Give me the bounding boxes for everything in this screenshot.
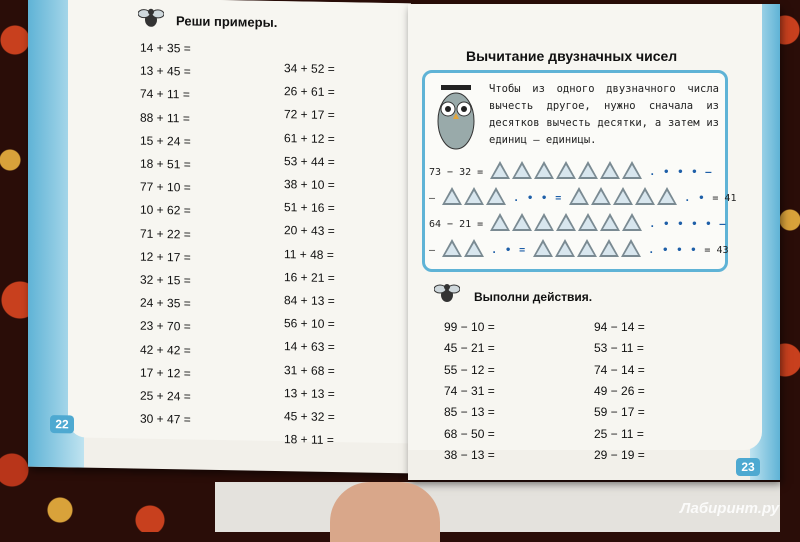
addition-example-11: 32 + 15 = [140, 272, 191, 288]
addition-example-15: 13 + 13 = [284, 385, 335, 401]
addition-example-2: 13 + 45 = [140, 63, 191, 79]
addition-example-2: 26 + 61 = [284, 84, 335, 100]
subtraction-example-6: 25 − 11 = [594, 426, 644, 441]
addition-example-5: 15 + 24 = [140, 133, 191, 149]
subtraction-example-7: 29 − 19 = [594, 447, 645, 462]
addition-example-13: 23 + 70 = [140, 319, 191, 334]
addition-example-7: 51 + 16 = [284, 200, 335, 216]
fly-icon [138, 7, 164, 29]
addition-example-14: 42 + 42 = [140, 342, 191, 358]
addition-example-1: 34 + 52 = [284, 61, 335, 77]
subtraction-example-4: 74 − 31 = [444, 383, 495, 398]
addition-example-9: 71 + 22 = [140, 226, 191, 242]
page-number-left: 22 [50, 415, 74, 433]
addition-example-12: 56 + 10 = [284, 316, 335, 332]
addition-example-15: 17 + 12 = [140, 365, 191, 381]
chain-1-row-1: 73 − 32 = . • • • – [429, 161, 712, 179]
subtraction-example-3: 74 − 14 = [594, 362, 645, 377]
addition-example-4: 88 + 11 = [140, 110, 190, 126]
chain-2-row-1: 64 − 21 = . • • • • – [429, 213, 726, 231]
subtraction-example-5: 85 − 13 = [444, 405, 495, 420]
page-number-right: 23 [736, 458, 760, 476]
addition-example-6: 38 + 10 = [284, 177, 335, 193]
addition-example-8: 20 + 43 = [284, 223, 335, 239]
addition-example-8: 10 + 62 = [140, 203, 191, 218]
addition-example-1: 14 + 35 = [140, 40, 191, 56]
right-page [408, 4, 780, 480]
addition-example-7: 77 + 10 = [140, 179, 191, 195]
rule-text: Чтобы из одного двузначного числа вычесть другое, нужно сначала из десятков вычесть десятки, а затем из единиц — единицы. [489, 83, 719, 146]
subtraction-example-4: 49 − 26 = [594, 383, 645, 398]
page-title: Вычитание двузначных чисел [466, 48, 678, 64]
chain-2-row-2: – . • = . • • • = 43 [429, 239, 729, 257]
addition-example-16: 45 + 32 = [284, 409, 335, 425]
addition-example-17: 18 + 11 = [284, 432, 334, 448]
addition-example-10: 16 + 21 = [284, 269, 335, 285]
chain-2-start: 64 − 21 = [429, 219, 484, 230]
subtraction-example-3: 55 − 12 = [444, 362, 495, 377]
addition-example-17: 30 + 47 = [140, 411, 191, 427]
exercise-heading: Выполни действия. [474, 290, 593, 304]
addition-example-4: 61 + 12 = [284, 130, 335, 146]
addition-example-6: 18 + 51 = [140, 156, 191, 172]
rule-box [422, 70, 737, 272]
subtraction-example-1: 94 − 14 = [594, 320, 645, 334]
chain-2-end: = 43 [704, 245, 729, 256]
addition-example-5: 53 + 44 = [284, 153, 335, 169]
chain-1-start: 73 − 32 = [429, 167, 484, 178]
subtraction-example-2: 53 − 11 = [594, 341, 644, 356]
addition-example-13: 14 + 63 = [284, 339, 335, 355]
addition-example-3: 72 + 17 = [284, 107, 335, 123]
subtraction-example-2: 45 − 21 = [444, 341, 495, 356]
addition-example-11: 84 + 13 = [284, 293, 335, 309]
addition-example-14: 31 + 68 = [284, 362, 335, 378]
hand [330, 482, 440, 542]
watermark: Лабиринт.ру [680, 500, 780, 517]
left-heading: Реши примеры. [176, 13, 278, 31]
addition-example-16: 25 + 24 = [140, 388, 191, 404]
owl-icon [431, 83, 481, 153]
fly-icon [434, 282, 460, 304]
subtraction-example-1: 99 − 10 = [444, 320, 495, 334]
left-page-content [68, 0, 411, 443]
subtraction-example-7: 38 − 13 = [444, 447, 495, 462]
addition-example-3: 74 + 11 = [140, 87, 190, 102]
chain-1-end: = 41 [712, 193, 737, 204]
addition-example-12: 24 + 35 = [140, 295, 191, 311]
subtraction-example-5: 59 − 17 = [594, 405, 645, 420]
subtraction-example-6: 68 − 50 = [444, 426, 495, 441]
addition-example-10: 12 + 17 = [140, 249, 191, 265]
chain-1-row-2: – . • • = . • = 41 [429, 187, 736, 205]
left-page [28, 0, 411, 473]
addition-example-9: 11 + 48 = [284, 246, 334, 262]
